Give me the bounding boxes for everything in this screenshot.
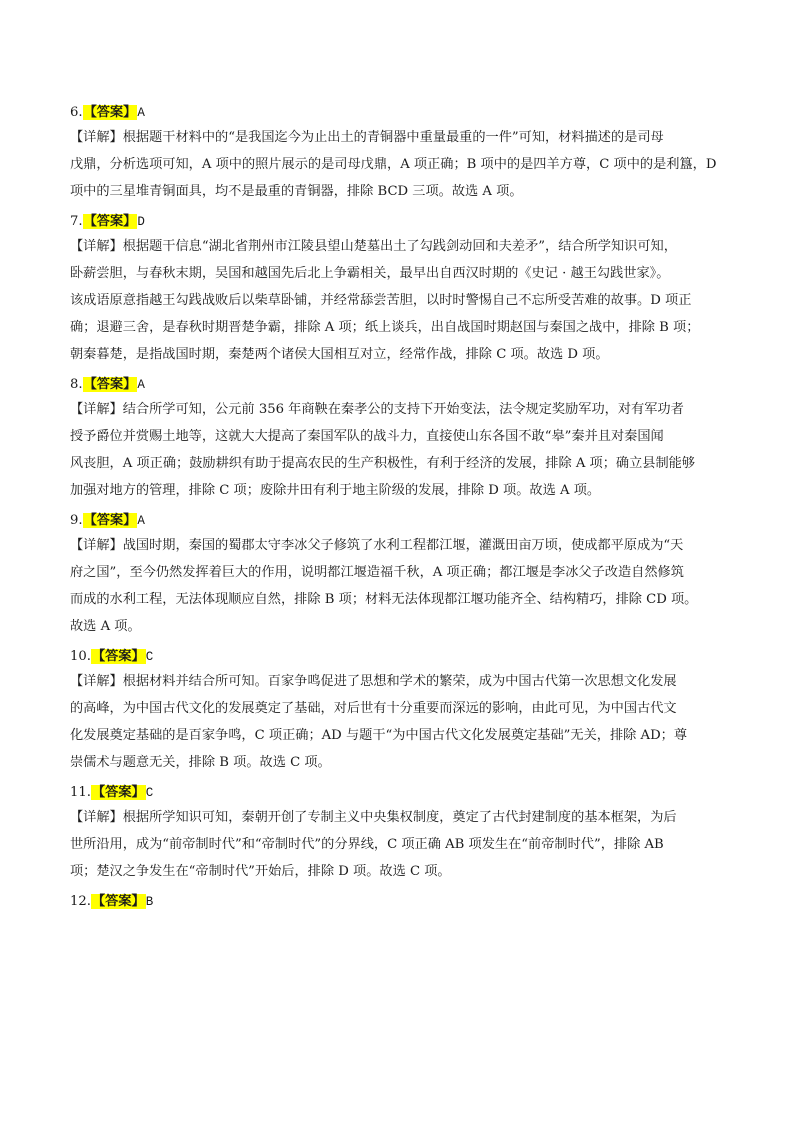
- explanation-text: 项中的三星堆青铜面具，均不是最重的青铜器，排除 BCD 三项。故选 A 项。: [70, 184, 523, 199]
- detail-label: 【详解】: [70, 810, 123, 825]
- detail-label: 【详解】: [70, 538, 123, 553]
- explanation-text: 故选 A 项。: [70, 619, 141, 634]
- explanation-text: 根据材料并结合所可知。百家争鸣促进了思想和学术的繁荣，成为中国古代第一次思想文化发展: [122, 674, 677, 689]
- explanation-text: 风丧胆，A 项正确；鼓励耕织有助于提高农民的生产积极性，有利于经济的发展，排除 A 项；确立县制能够: [70, 456, 696, 471]
- explanation-line: [70, 477, 728, 504]
- question-number: 7.: [70, 214, 83, 229]
- question-number: 12.: [70, 894, 91, 909]
- document-page: [70, 102, 728, 913]
- explanation-line: [70, 668, 728, 695]
- question-number: 8.: [70, 377, 83, 392]
- explanation-line: [70, 287, 728, 314]
- explanation-line: [70, 613, 728, 640]
- explanation-text: 项；楚汉之争发生在“帝制时代”开始后，排除 D 项。故选 C 项。: [70, 864, 451, 879]
- answer-heading: [70, 782, 728, 804]
- question-number: 10.: [70, 649, 91, 664]
- answer-heading: [70, 510, 728, 532]
- answer-tag: 【答案】: [91, 649, 145, 664]
- explanation-line: [70, 749, 728, 776]
- answer-heading: [70, 374, 728, 396]
- explanation-text: 加强对地方的管理，排除 C 项；废除井田有利于地主阶级的发展，排除 D 项。故选 A 项。: [70, 483, 601, 498]
- explanation-text: 确；退避三舍，是春秋时期晋楚争霸，排除 A 项；纸上谈兵，出自战国时期赵国与秦国之战中，排除 B 项；: [70, 320, 700, 335]
- explanation-text: 府之国”，至今仍然发挥着巨大的作用，说明都江堰造福千秋，A 项正确；都江堰是李冰父子改造自然修筑: [70, 565, 684, 580]
- answer-tag: 【答案】: [91, 785, 145, 800]
- question-number: 9.: [70, 513, 83, 528]
- answer-heading: [70, 891, 728, 913]
- explanation-text: 崇儒术与题意无关，排除 B 项。故选 C 项。: [70, 755, 331, 770]
- answer-letter: A: [137, 106, 145, 120]
- answer-heading: [70, 646, 728, 668]
- explanation-text: 根据题干材料中的“是我国迄今为止出土的青铜器中重量最重的一件”可知，材料描述的是司母: [122, 130, 664, 145]
- answer-heading: [70, 102, 728, 124]
- answer-tag: 【答案】: [91, 894, 145, 909]
- answer-letter: C: [145, 650, 154, 664]
- explanation-text: 化发展奠定基础的是百家争鸣，C 项正确；AD 与题干“为中国古代文化发展奠定基础”无关，排除 AD；尊: [70, 728, 688, 743]
- explanation-text: 授予爵位并赏赐土地等，这就大大提高了秦国军队的战斗力，直接使山东各国不敢“皋”秦并且对秦国闻: [70, 429, 664, 444]
- detail-label: 【详解】: [70, 674, 123, 689]
- explanation-line: [70, 858, 728, 885]
- explanation-text: 世所沿用，成为“前帝制时代”和“帝制时代”的分界线，C 项正确 AB 项发生在“前帝制时代”，排除 AB: [70, 837, 664, 852]
- answer-heading: [70, 211, 728, 233]
- explanation-line: [70, 124, 728, 151]
- answer-letter: B: [145, 895, 154, 909]
- explanation-line: [70, 559, 728, 586]
- explanation-line: [70, 314, 728, 341]
- answer-letter: D: [137, 215, 145, 229]
- explanation-line: [70, 804, 728, 831]
- explanation-line: [70, 260, 728, 287]
- answer-tag: 【答案】: [83, 377, 137, 392]
- explanation-line: [70, 532, 728, 559]
- answer-tag: 【答案】: [83, 105, 137, 120]
- answer-letter: A: [137, 378, 145, 392]
- explanation-line: [70, 396, 728, 423]
- explanation-line: [70, 695, 728, 722]
- answer-tag: 【答案】: [83, 513, 137, 528]
- explanation-text: 根据题干信息“湖北省荆州市江陵县望山楚墓出土了勾践剑动回和夫差矛”，结合所学知识可知，: [122, 239, 677, 254]
- explanation-text: 战国时期，秦国的蜀郡太守李冰父子修筑了水利工程都江堰，灌溉田亩万顷，使成都平原成为“天: [122, 538, 684, 553]
- explanation-line: [70, 341, 728, 368]
- explanation-line: [70, 423, 728, 450]
- explanation-text: 朝秦暮楚，是指战国时期，秦楚两个诸侯大国相互对立，经常作战，排除 C 项。故选 D 项。: [70, 347, 609, 362]
- detail-label: 【详解】: [70, 402, 123, 417]
- explanation-text: 结合所学可知，公元前 356 年商鞅在秦孝公的支持下开始变法，法令规定奖励军功，对有军功者: [122, 402, 684, 417]
- explanation-text: 戊鼎，分析选项可知，A 项中的照片展示的是司母戊鼎，A 项正确；B 项中的是四羊方尊，C 项中的是利簋，D: [70, 157, 717, 172]
- explanation-text: 卧薪尝胆，与春秋末期，吴国和越国先后北上争霸相关，最早出自西汉时期的《史记 · 越王勾践世家》。: [70, 266, 670, 281]
- explanation-line: [70, 151, 728, 178]
- explanation-text: 的高峰，为中国古代文化的发展奠定了基础，对后世有十分重要而深远的影响，由此可见，为中国古代文: [70, 701, 677, 716]
- detail-label: 【详解】: [70, 130, 123, 145]
- explanation-text: 而成的水利工程，无法体现顺应自然，排除 B 项；材料无法体现都江堰功能齐全、结构精巧，排除 CD 项。: [70, 592, 698, 607]
- explanation-line: [70, 178, 728, 205]
- question-number: 11.: [70, 785, 91, 800]
- answer-tag: 【答案】: [83, 214, 137, 229]
- explanation-line: [70, 722, 728, 749]
- question-number: 6.: [70, 105, 83, 120]
- explanation-line: [70, 586, 728, 613]
- answer-letter: C: [145, 786, 154, 800]
- detail-label: 【详解】: [70, 239, 123, 254]
- explanation-line: [70, 450, 728, 477]
- explanation-text: 根据所学知识可知，秦朝开创了专制主义中央集权制度，奠定了古代封建制度的基本框架，为后: [122, 810, 677, 825]
- explanation-line: [70, 233, 728, 260]
- explanation-text: 该成语原意指越王勾践战败后以柴草卧铺，并经常舔尝苦胆，以时时警惕自己不忘所受苦难的故事。D 项正: [70, 293, 692, 308]
- answer-letter: A: [137, 514, 145, 528]
- explanation-line: [70, 831, 728, 858]
